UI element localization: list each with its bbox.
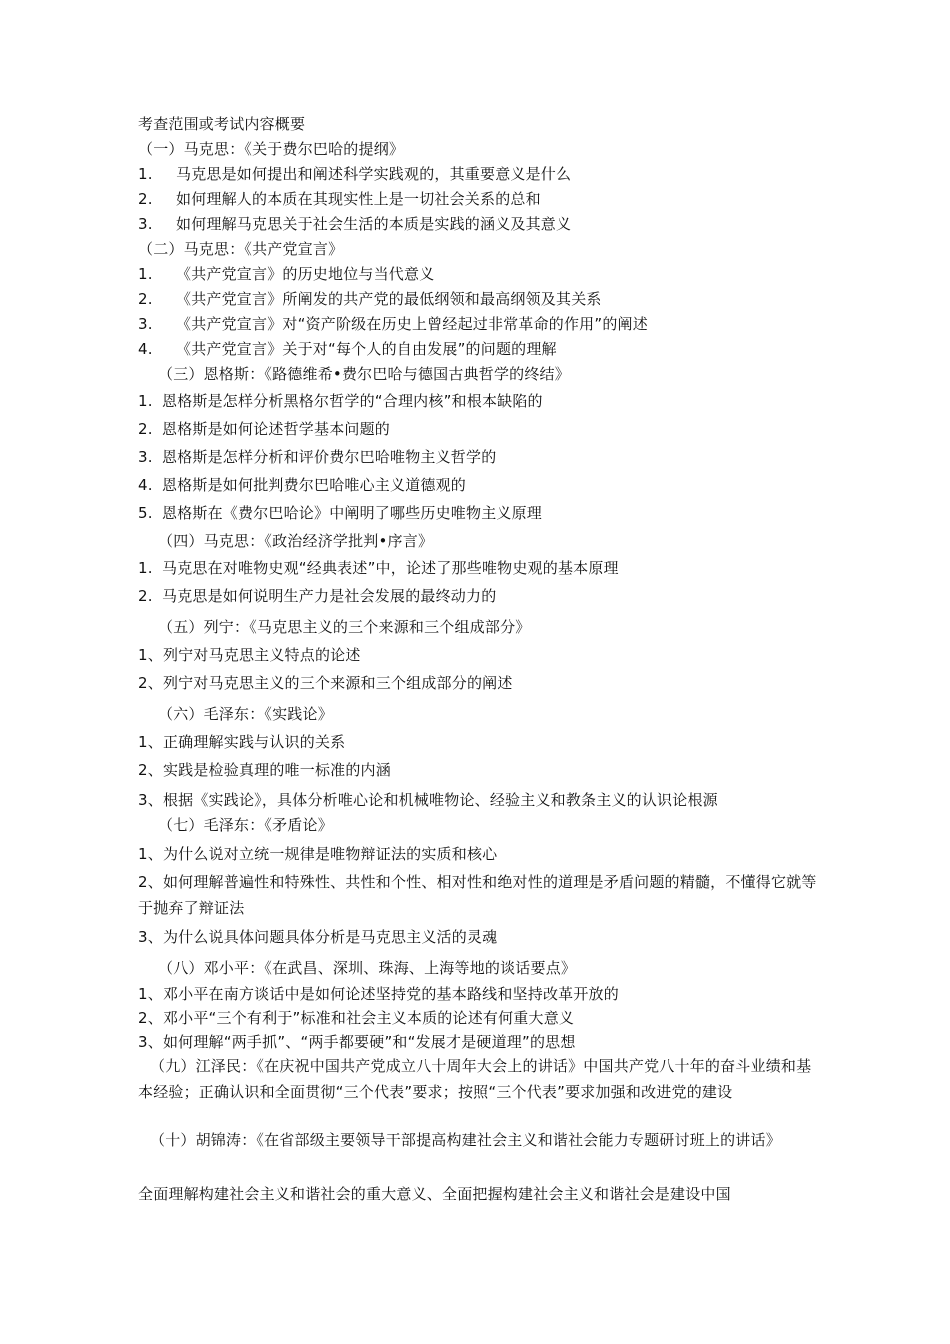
list-item: 1、为什么说对立统一规律是唯物辩证法的实质和核心 — [138, 845, 498, 863]
list-item: 2、如何理解普遍性和特殊性、共性和个性、相对性和绝对性的道理是矛盾问题的精髓，不懂得它就等于抛弃了辩证法 — [138, 873, 817, 917]
item-text: 马克思是如何说明生产力是社会发展的最终动力的 — [162, 587, 497, 605]
item-text: 《共产党宣言》的历史地位与当代意义 — [176, 265, 435, 283]
section-heading: （六）毛泽东：《实践论》 — [158, 705, 333, 723]
list-item — [138, 418, 818, 440]
list-item: 1、正确理解实践与认识的关系 — [138, 733, 346, 751]
item-number: 5. — [138, 504, 153, 522]
item-number: 3. — [138, 315, 153, 333]
section-heading: （七）毛泽东：《矛盾论》 — [158, 816, 333, 834]
item-text: 马克思在对唯物史观“经典表述”中，论述了那些唯物史观的基本原理 — [162, 559, 619, 577]
item-text: 《共产党宣言》所阐发的共产党的最低纲领和最高纲领及其关系 — [176, 290, 602, 308]
item-number: 2. — [138, 190, 153, 208]
section-paragraph: 全面理解构建社会主义和谐社会的重大意义、全面把握构建社会主义和谐社会是建设中国 — [138, 1185, 731, 1203]
section-heading: （五）列宁：《马克思主义的三个来源和三个组成部分》 — [158, 618, 531, 636]
item-number: 3. — [138, 215, 153, 233]
list-item: 3、为什么说具体问题具体分析是马克思主义活的灵魂 — [138, 928, 498, 946]
list-item — [138, 188, 818, 210]
item-text: 如何理解人的本质在其现实性上是一切社会关系的总和 — [176, 190, 541, 208]
item-text: 恩格斯是如何批判费尔巴哈唯心主义道德观的 — [162, 476, 467, 494]
section-paragraph: （九）江泽民：《在庆祝中国共产党成立八十周年大会上的讲话》中国共产党八十年的奋斗业绩和基本经验；正确认识和全面贯彻“三个代表”要求；按照“三个代表”要求加强和改进党的建设 — [138, 1057, 812, 1101]
document-title: 考查范围或考试内容概要 — [138, 115, 306, 133]
list-item — [138, 163, 818, 185]
item-number: 1. — [138, 165, 153, 183]
list-item: 2、实践是检验真理的唯一标准的内涵 — [138, 761, 391, 779]
list-item — [138, 446, 818, 468]
list-item: 2、邓小平“三个有利于”标准和社会主义本质的论述有何重大意义 — [138, 1009, 575, 1027]
list-item — [138, 557, 818, 579]
item-number: 4. — [138, 476, 153, 494]
list-item: 1、列宁对马克思主义特点的论述 — [138, 646, 361, 664]
list-item: 3、如何理解“两手抓”、“两手都要硬”和“发展才是硬道理”的思想 — [138, 1033, 576, 1051]
item-text: 恩格斯是怎样分析和评价费尔巴哈唯物主义哲学的 — [162, 448, 497, 466]
list-item: 3、根据《实践论》，具体分析唯心论和机械唯物论、经验主义和教条主义的认识论根源 — [138, 791, 718, 809]
list-item — [138, 288, 818, 310]
list-item — [138, 474, 818, 496]
section-heading: （三）恩格斯：《路德维希•费尔巴哈与德国古典哲学的终结》 — [158, 365, 570, 383]
list-item — [138, 585, 818, 607]
list-item — [138, 390, 818, 412]
section-heading: （四）马克思：《政治经济学批判•序言》 — [158, 532, 434, 550]
list-item — [138, 338, 818, 360]
section-heading: （一）马克思：《关于费尔巴哈的提纲》 — [138, 140, 405, 158]
item-number: 4. — [138, 340, 153, 358]
list-item — [138, 313, 818, 335]
list-item — [138, 213, 818, 235]
section-heading: （八）邓小平：《在武昌、深圳、珠海、上海等地的谈话要点》 — [158, 959, 577, 977]
list-item — [138, 502, 818, 524]
item-text: 恩格斯是怎样分析黑格尔哲学的“合理内核”和根本缺陷的 — [162, 392, 543, 410]
list-item: 2、列宁对马克思主义的三个来源和三个组成部分的阐述 — [138, 674, 513, 692]
section-heading: （二）马克思：《共产党宣言》 — [138, 240, 344, 258]
item-text: 恩格斯是如何论述哲学基本问题的 — [162, 420, 391, 438]
section-heading: （十）胡锦涛：《在省部级主要领导干部提高构建社会主义和谐社会能力专题研讨班上的讲话》 — [150, 1131, 781, 1149]
item-text: 恩格斯在《费尔巴哈论》中阐明了哪些历史唯物主义原理 — [162, 504, 543, 522]
item-number: 2. — [138, 587, 153, 605]
item-text: 如何理解马克思关于社会生活的本质是实践的涵义及其意义 — [176, 215, 572, 233]
item-number: 1. — [138, 265, 153, 283]
item-number: 2. — [138, 290, 153, 308]
item-number: 2. — [138, 420, 153, 438]
item-number: 1. — [138, 559, 153, 577]
list-item — [138, 263, 818, 285]
item-number: 3. — [138, 448, 153, 466]
item-number: 1. — [138, 392, 153, 410]
item-text: 《共产党宣言》关于对“每个人的自由发展”的问题的理解 — [176, 340, 557, 358]
item-text: 《共产党宣言》对“资产阶级在历史上曾经起过非常革命的作用”的阐述 — [176, 315, 648, 333]
list-item: 1、邓小平在南方谈话中是如何论述坚持党的基本路线和坚持改革开放的 — [138, 985, 619, 1003]
item-text: 马克思是如何提出和阐述科学实践观的，其重要意义是什么 — [176, 165, 572, 183]
